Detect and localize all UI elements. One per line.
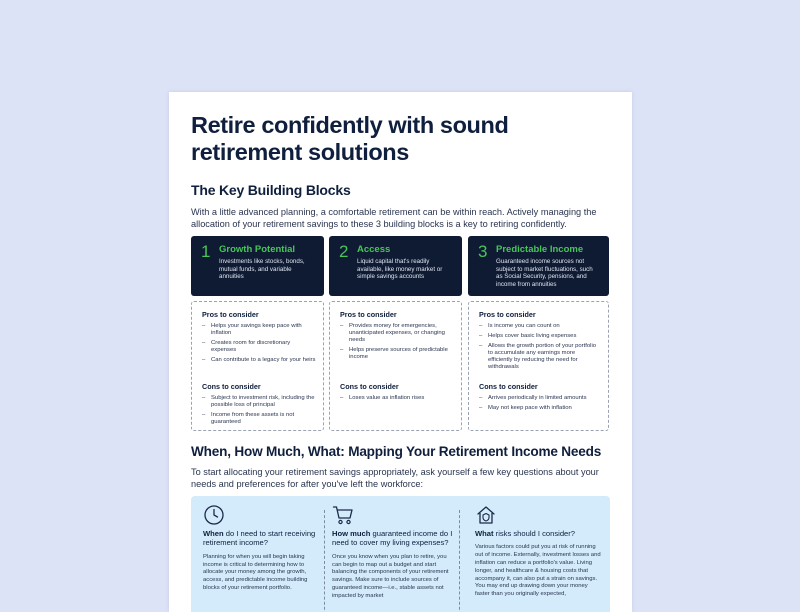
pros-cons-card-access: [329, 301, 462, 431]
list-item: – Is income you can count on: [479, 323, 599, 330]
pros-list: [340, 323, 455, 364]
block-number: 2: [339, 242, 349, 261]
cons-list: [202, 395, 317, 429]
question-text: risks should I consider?: [493, 529, 576, 538]
block-title: Predictable Income: [496, 244, 584, 255]
question-keyword: What: [475, 529, 494, 538]
block-growth-potential: [191, 236, 324, 296]
block-description: Guaranteed income sources not subject to market fluctuations, such as Social Security, pensions, and income from annuities: [496, 258, 593, 288]
list-item: – May not keep pace with inflation: [479, 405, 599, 412]
question-text: do I need to start receiving retirement income?: [203, 529, 316, 548]
section-heading-building-blocks: The Key Building Blocks: [191, 182, 351, 198]
income-needs-panel: [191, 496, 610, 612]
pros-cons-cards: [191, 301, 610, 431]
question-text: guaranteed income do I need to cover my living expenses?: [332, 529, 453, 548]
page-title: Retire confidently with sound retirement solutions: [191, 112, 509, 165]
pros-heading: Pros to consider: [340, 310, 397, 319]
needs-question: [332, 529, 454, 548]
list-item: – Loses value as inflation rises: [340, 395, 455, 402]
building-blocks: [191, 236, 610, 296]
needs-item-how-much: [332, 504, 454, 601]
pros-list: [479, 323, 599, 374]
needs-answer: Once you know when you plan to retire, you can begin to map out a budget and start balancing the components of your retirement savings. Make sure to include sources of guaranteed income—i.e., stable assets not impacted by market: [332, 553, 449, 599]
block-description: Liquid capital that's readily available, like money market or simple savings accounts: [357, 258, 443, 281]
cons-heading: Cons to consider: [340, 382, 399, 391]
needs-item-when: [203, 504, 325, 593]
list-item: – Creates room for discretionary expenses: [202, 340, 317, 354]
cons-list: [340, 395, 455, 405]
list-item: – Income from these assets is not guaranteed: [202, 412, 317, 426]
pros-cons-card-growth: [191, 301, 324, 431]
block-title: Access: [357, 244, 391, 255]
section-heading-income-needs: When, How Much, What: Mapping Your Retirement Income Needs: [191, 444, 602, 459]
block-number: 1: [201, 242, 211, 261]
house-shield-icon: [475, 504, 497, 526]
block-predictable-income: [468, 236, 609, 296]
pros-list: [202, 323, 317, 367]
cons-list: [479, 395, 599, 415]
pros-heading: Pros to consider: [202, 310, 259, 319]
column-divider: [324, 510, 325, 612]
cons-heading: Cons to consider: [202, 382, 261, 391]
pros-heading: Pros to consider: [479, 310, 536, 319]
list-item: – Helps your savings keep pace with inflation: [202, 323, 317, 337]
pros-cons-card-predictable: [468, 301, 609, 431]
needs-answer: Various factors could put you at risk of running out of income. Externally, investment losses and inflation can reduce a portfolio's value. Living longer, and healthcare & housing costs that accompany it, can also put a strain on savings. You may end up drawing down your money faster than you originally expected,: [475, 544, 601, 598]
question-keyword: How much: [332, 529, 371, 538]
list-item: – Can contribute to a legacy for your heirs: [202, 357, 317, 364]
section-intro-building-blocks: With a little advanced planning, a comfortable retirement can be within reach. Actively managing the allocation of your retirement savings to these 3 building blocks is a key to retiring confidently.: [191, 207, 597, 229]
block-title: Growth Potential: [219, 244, 295, 255]
list-item: – Allows the growth portion of your portfolio to accumulate any earnings more efficiently by reducing the need for withdrawals: [479, 343, 599, 371]
cons-heading: Cons to consider: [479, 382, 538, 391]
section-intro-income-needs: To start allocating your retirement savings appropriately, ask yourself a few key questions about your needs and preferences for after you've left the workforce:: [191, 467, 599, 489]
list-item: – Provides money for emergencies, unanticipated expenses, or changing needs: [340, 323, 455, 344]
needs-answer: Planning for when you will begin taking income is critical to determining how to allocate your money among the growth, access, and predictable income building blocks of your retirement portfolio.: [203, 553, 308, 591]
cart-icon: [332, 504, 354, 526]
list-item: – Arrives periodically in limited amounts: [479, 395, 599, 402]
needs-item-what: [475, 504, 603, 599]
needs-question: [203, 529, 325, 548]
clock-icon: [203, 504, 225, 526]
question-keyword: When: [203, 529, 224, 538]
document-page: [169, 92, 632, 612]
list-item: – Subject to investment risk, including the possible loss of principal: [202, 395, 317, 409]
needs-question: [475, 529, 603, 538]
block-access: [329, 236, 462, 296]
list-item: – Helps cover basic living expenses: [479, 333, 599, 340]
list-item: – Helps preserve sources of predictable income: [340, 347, 455, 361]
column-divider: [459, 510, 460, 612]
block-description: Investments like stocks, bonds, mutual funds, and variable annuities: [219, 258, 305, 281]
block-number: 3: [478, 242, 488, 261]
